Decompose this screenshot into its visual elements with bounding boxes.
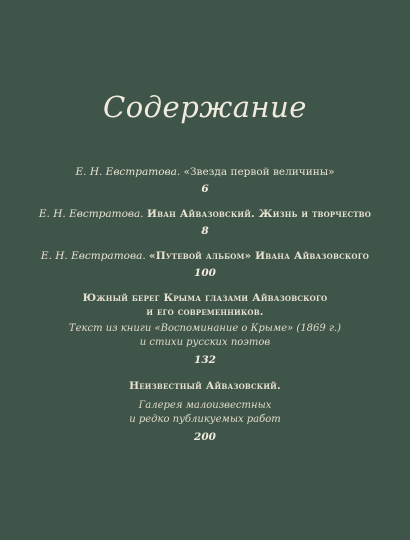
entry-title: «Звезда первой величины» [183, 166, 335, 178]
entry-page-number: 132 [194, 354, 216, 366]
entry-author: Е. Н. Евстратова. [40, 250, 146, 262]
entry-page-number: 200 [194, 431, 216, 443]
entry-title-line: и его современников. [146, 306, 264, 318]
page-title: Содержание [103, 90, 307, 124]
entry-author: Е. Н. Евстратова. [75, 166, 181, 178]
entry-author: Е. Н. Евстратова. [38, 208, 144, 220]
entry-page-number: 6 [201, 183, 209, 195]
entry-title: Иван Айвазовский. Жизнь и творчество [147, 208, 372, 220]
entry-title: «Путевой альбом» Ивана Айвазовского [149, 250, 370, 262]
toc-entry[interactable] [20, 379, 390, 443]
entry-subtitle-line: Галерея малоизвестных [138, 400, 272, 411]
entry-page-number: 8 [201, 225, 209, 237]
toc-entry[interactable] [20, 207, 390, 237]
toc-entry[interactable] [20, 249, 390, 279]
entry-subtitle-line: Текст из книги «Воспоминание о Крыме» (1869 г.) [68, 323, 342, 334]
entry-subtitle-line: и редко публикуемых работ [129, 414, 281, 425]
entry-title: Неизвестный Айвазовский. [129, 380, 281, 392]
entry-subtitle-line: и стихи русских поэтов [139, 337, 271, 348]
entry-title-line: Южный берег Крыма глазами Айвазовского [82, 292, 328, 304]
toc-entry[interactable] [20, 165, 390, 195]
toc-entry[interactable] [20, 291, 390, 366]
entry-page-number: 100 [194, 267, 216, 279]
